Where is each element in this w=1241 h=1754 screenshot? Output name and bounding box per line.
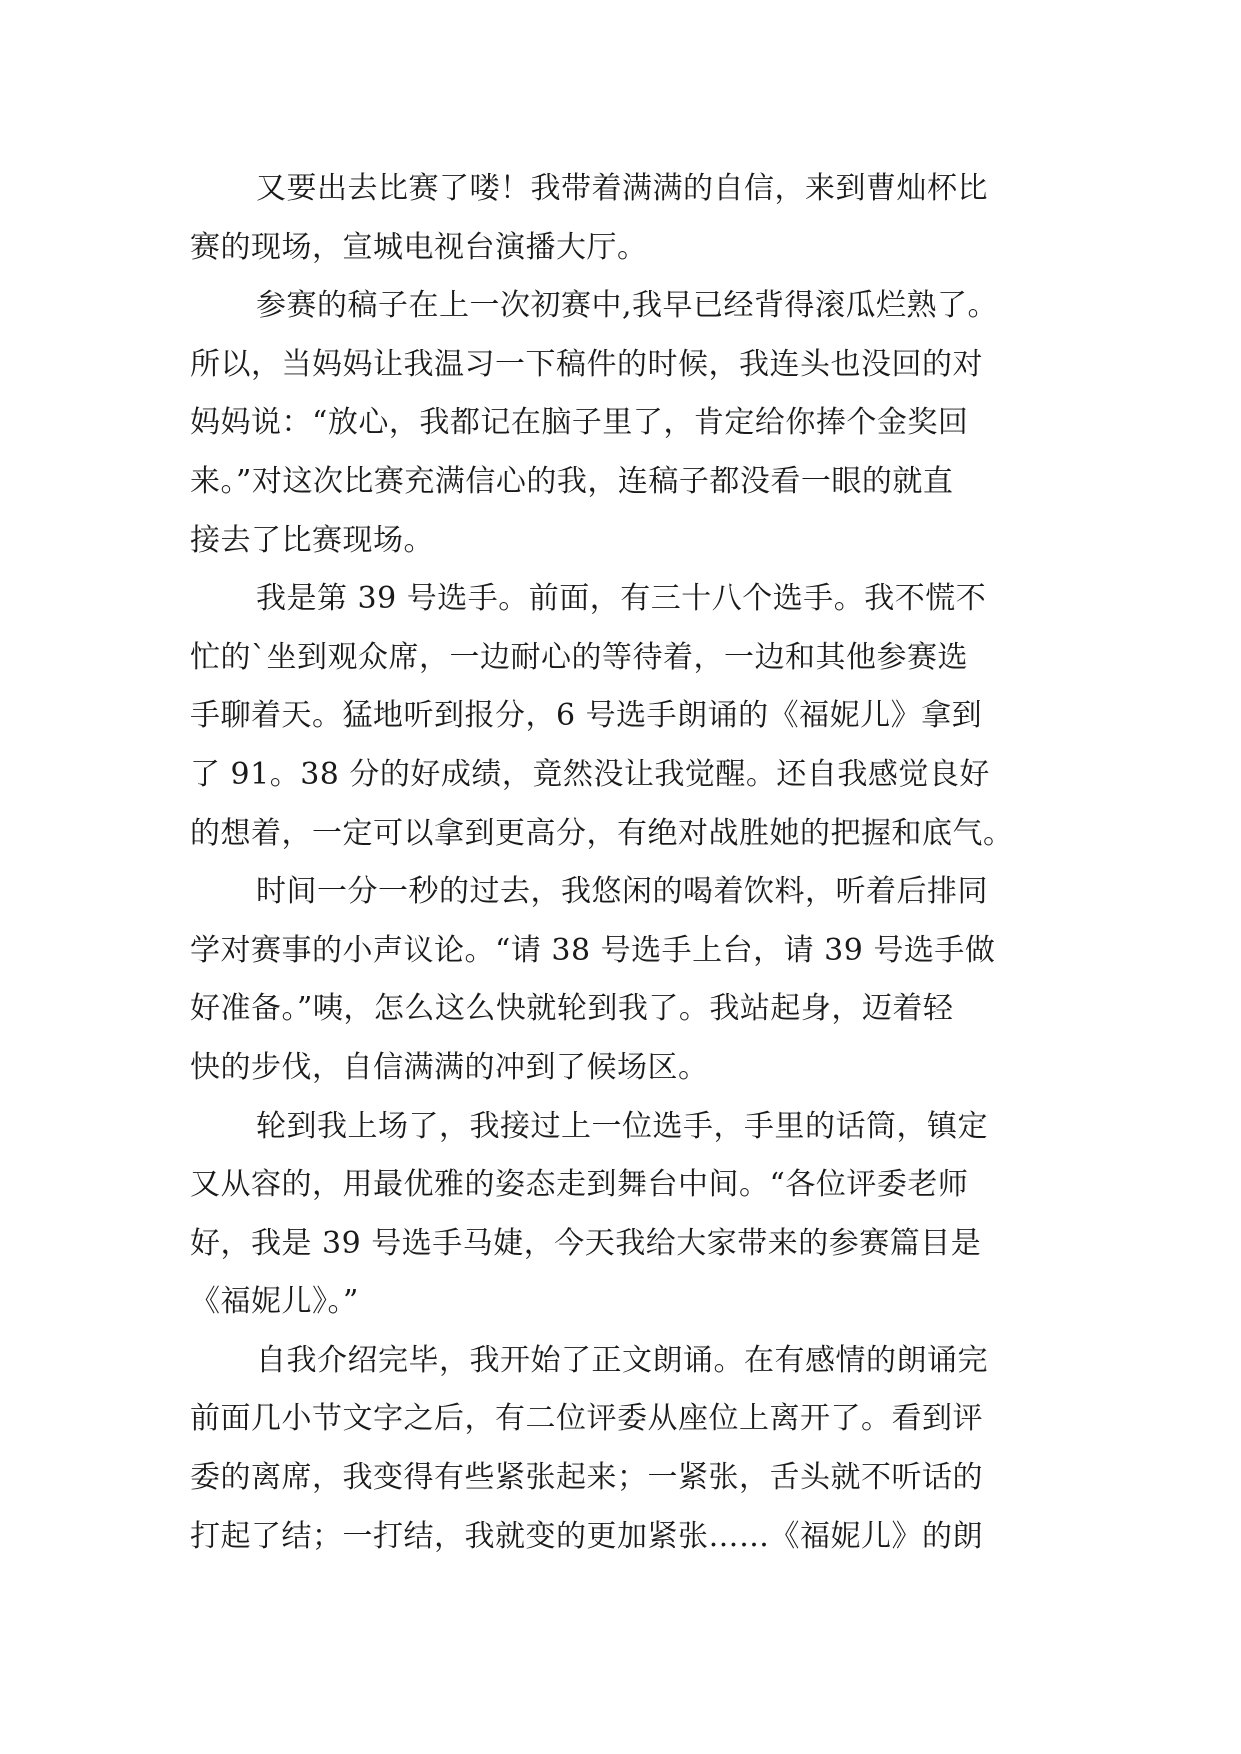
text-line: 自我介绍完毕，我开始了正文朗诵。在有感情的朗诵完 xyxy=(256,1342,988,1378)
text-line: 轮到我上场了，我接过上一位选手，手里的话筒，镇定 xyxy=(256,1108,988,1144)
text-line: 来。”对这次比赛充满信心的我，连稿子都没看一眼的就直 xyxy=(190,463,954,499)
text-line: 委的离席，我变得有些紧张起来；一紧张，舌头就不听话的 xyxy=(190,1460,983,1496)
text-line: 妈妈说：“放心，我都记在脑子里了，肯定给你捧个金奖回 xyxy=(190,405,969,441)
text-line: 我是第 39 号选手。前面，有三十八个选手。我不慌不 xyxy=(256,581,987,617)
text-line: 了 91。38 分的好成绩，竟然没让我觉醒。还自我感觉良好 xyxy=(190,756,990,792)
text-line: 接去了比赛现场。 xyxy=(190,522,434,558)
text-line: 又要出去比赛了喽！我带着满满的自信，来到曹灿杯比 xyxy=(256,171,988,206)
text-line: 打起了结；一打结，我就变的更加紧张……《福妮儿》的朗 xyxy=(190,1518,983,1554)
text-line: 的想着，一定可以拿到更高分，有绝对战胜她的把握和底气。 xyxy=(190,815,1014,851)
text-line: 好准备。”咦，怎么这么快就轮到我了。我站起身，迈着轻 xyxy=(190,991,954,1027)
text-line: 手聊着天。猛地听到报分，6 号选手朗诵的《福妮儿》拿到 xyxy=(190,698,983,734)
document-body xyxy=(190,160,1060,1566)
text-line: 又从容的，用最优雅的姿态走到舞台中间。“各位评委老师 xyxy=(190,1167,969,1203)
text-line: 赛的现场，宣城电视台演播大厅。 xyxy=(190,229,648,265)
text-line: 好，我是 39 号选手马婕，今天我给大家带来的参赛篇目是 xyxy=(190,1225,982,1261)
text-line: 快的步伐，自信满满的冲到了候场区。 xyxy=(190,1049,709,1085)
text-line: 所以，当妈妈让我温习一下稿件的时候，我连头也没回的对 xyxy=(190,346,983,382)
text-line: 《福妮儿》。” xyxy=(190,1284,359,1320)
text-line: 学对赛事的小声议论。“请 38 号选手上台，请 39 号选手做 xyxy=(190,932,996,968)
text-line: 参赛的稿子在上一次初赛中,我早已经背得滚瓜烂熟了。 xyxy=(256,288,999,324)
text-line: 时间一分一秒的过去，我悠闲的喝着饮料，听着后排同 xyxy=(256,874,988,910)
text-line: 前面几小节文字之后，有二位评委从座位上离开了。看到评 xyxy=(190,1401,983,1437)
text-line: 忙的`坐到观众席，一边耐心的等待着，一边和其他参赛选 xyxy=(190,639,968,675)
